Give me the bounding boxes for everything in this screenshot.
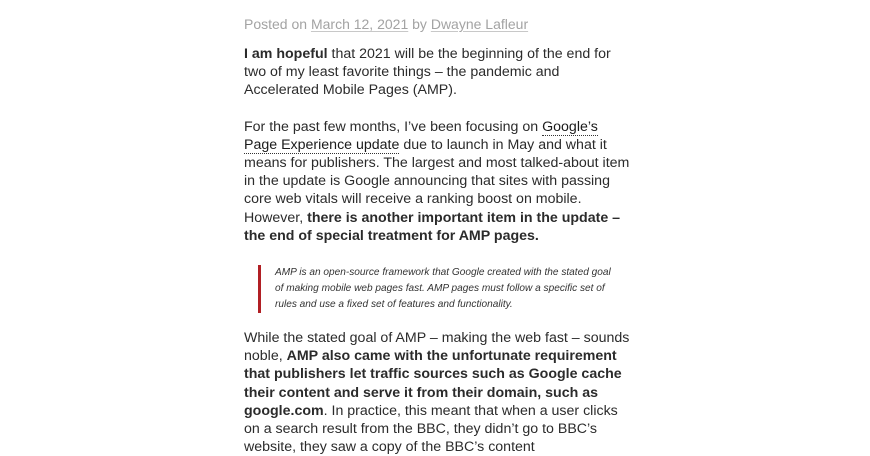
posted-on-label: Posted on	[244, 16, 308, 32]
page-experience-link[interactable]: Google’s Page Experience update	[244, 118, 598, 153]
pe-text-before: For the past few months, I’ve been focusing on	[244, 118, 543, 135]
intro-bold: I am hopeful	[244, 46, 328, 62]
author-link[interactable]: Dwayne Lafleur	[430, 16, 529, 32]
intro-text: that 2021 will be the beginning of the end for two of my least favorite things – the pandemic and Accelerated Mobile Pages (AMP).	[244, 46, 611, 99]
quote-text: AMP is an open-source framework that Google created with the stated goal of making mobile web pages fast. AMP pages must follow a specific set of rules and use a fixed set of features and functionality.	[275, 267, 611, 311]
paragraph-amp-goal	[244, 329, 632, 456]
article	[244, 0, 632, 456]
amp-text-before: While the stated goal of AMP – making the web fast – sounds noble,	[244, 330, 630, 365]
amp-bold: AMP also came with the unfortunate requirement that publishers let traffic sources such as Google cache their content and serve it from their domain, such as google.com	[244, 348, 622, 419]
amp-text-after: . In practice, this meant that when a user clicks on a search result from the BBC, they didn’t go to BBC’s website, they saw a copy of the BBC’s content	[244, 402, 618, 456]
amp-blockquote	[258, 265, 615, 313]
by-label: by	[412, 16, 427, 32]
paragraph-intro	[244, 45, 632, 100]
post-date-link[interactable]: March 12, 2021	[310, 16, 409, 32]
post-meta	[244, 15, 632, 33]
pe-bold: there is another important item in the update – the end of special treatment for AMP pages.	[244, 209, 621, 244]
pe-text-middle: due to launch in May and what it means for publishers. The largest and most talked-about item in the update is Google announcing that sites with passing core web vitals will receive a ranking boost on mobile. However,	[244, 136, 630, 226]
paragraph-page-experience	[244, 118, 632, 245]
